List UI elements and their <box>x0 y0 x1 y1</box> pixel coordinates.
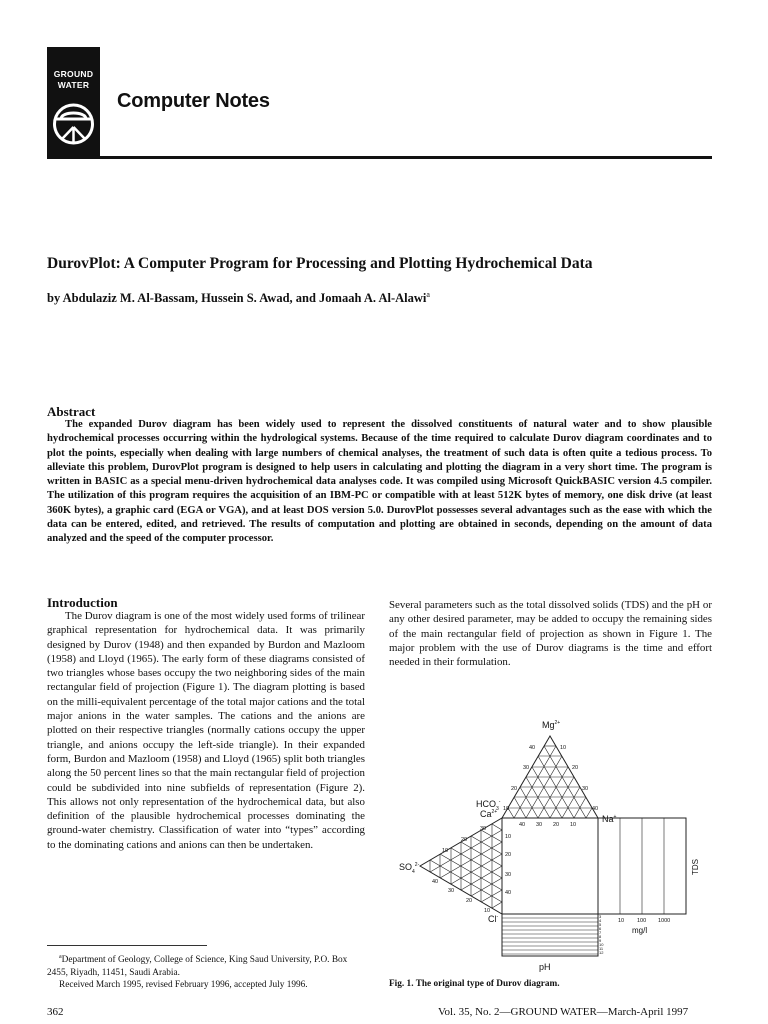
tick-anion-bottom-10: 10 <box>484 908 491 914</box>
footnote-rule <box>47 945 207 946</box>
header-rule <box>47 156 712 159</box>
introduction-heading: Introduction <box>47 595 118 610</box>
tick-side-30: 30 <box>505 872 512 878</box>
tick-ph-12: 12 <box>599 950 604 955</box>
author-note-mark: a <box>426 290 430 299</box>
footnote-received: Received March 1995, revised February 1996, accepted July 1996. <box>59 980 308 991</box>
ca-label: $Ca^{2+}$ <box>480 809 498 819</box>
figure-caption: Fig. 1. The original type of Durov diagram. <box>389 979 560 989</box>
tick-ph-7: 7 <box>599 930 602 935</box>
mg-label: $Mg^{2+}$ <box>542 720 561 730</box>
tick-mgl-1000: 1000 <box>658 918 671 924</box>
introduction-column-2: Several parameters such as the total dissolved solids (TDS) and the pH or any other desired parameter, may be added to occupy the remaining sides of the main rectangular field of projection as shown in Figure 1. The major problem with the use of Durov diagrams is the time and effort needed in their formulation. <box>389 599 712 669</box>
tick-ph-8: 8 <box>599 934 602 939</box>
footnote-mark: a <box>59 954 62 960</box>
tick-ph-6: 6 <box>599 926 602 931</box>
durov-diagram <box>380 700 710 975</box>
logo-text-water: WATER <box>57 80 90 90</box>
footnote <box>47 951 367 992</box>
tick-left-edge-40: 40 <box>529 745 536 751</box>
tick-ph-11: 11 <box>599 946 604 951</box>
abstract-text: The expanded Durov diagram has been widely used to represent the dissolved constituents of natural water and to show plausible hydrochemical processes occurring within the hydrological systems. Because of the time required to calculate Durov diagram coordinates and to plot the points, especially when dealing with large numbers of chemical analyses, the treatment of such data is often quite a tedious process. To alleviate this problem, DurovPlot program is designed to help users in calculating and plotting the diagram in a very short time. The program is written in BASIC as a special menu-driven hydrochemical data analyses code. It was compiled using Microsoft QuickBASIC version 4.5 compiler. The utilization of this program requires the acquisition of an IBM-PC or compatible with at least 512K bytes of memory, one disk drive (at least 360K bytes), a graphic card (EGA or VGA), and at least DOS version 5.0. DurovPlot possesses several advantages such as the ease with which the data can be entered, edited, and retrieved. The results of computation and plotting are obtained in seconds, depending on the amount of data analyzed and the speed of the computer processor. <box>47 419 712 545</box>
tick-base-10: 10 <box>570 822 577 828</box>
tick-anion-bottom-20: 20 <box>466 898 473 904</box>
page-number: 362 <box>47 1006 64 1018</box>
cl-label: Cl- <box>488 914 499 924</box>
tick-ph-9: 9 <box>599 938 602 943</box>
tick-left-edge-30: 30 <box>523 765 530 771</box>
ph-label: pH <box>539 962 551 972</box>
authors-text: by Abdulaziz M. Al-Bassam, Hussein S. Awad, and Jomaah A. Al-Alawi <box>47 291 427 306</box>
tick-right-edge-30: 30 <box>582 786 589 792</box>
journal-citation: Vol. 35, No. 2—GROUND WATER—March-April 1997 <box>438 1006 689 1018</box>
introduction-column-1: The Durov diagram is one of the most widely used forms of trilinear graphical representation for hydrochemical data. It was primarily designed by Durov (1948) and then expanded by Burdon and Mazloom (1958) and Lloyd (1965). The early form of these diagrams consisted of two triangles whose bases occupy the two neighboring sides of the main rectangular field of projection (Figure 1). The diagram plotting is based on the milli-equivalent percentage of the total major cations and the total major anions in the water samples. The cations and the anions are plotted on their respective triangles (normally cations occupy the upper triangle, and anions occupy the left-side triangle). In their expanded form, Burdon and Mazloom (1958) and Lloyd (1965) split both triangles along the 50 percent lines so that the main rectangular field of projection could be subdivided into nine subfields of representation (Figure 2). This allows not only representation of the hydrochemical data, but also definition of the plausible hydrochemical processes dominating the ground-water chemistry. Classification of water into “types” according to the dominating cations and anions can then be undertaken. <box>47 610 365 851</box>
tick-ph-10: 10 <box>599 942 604 947</box>
durov-diagram-figure <box>380 700 710 975</box>
section-title: Computer Notes <box>117 90 270 112</box>
logo-text-ground: GROUND <box>53 69 94 79</box>
tick-side-40: 40 <box>505 890 512 896</box>
mgl-label: mg/l <box>632 926 648 935</box>
tick-anion-bottom-30: 30 <box>448 888 455 894</box>
hco3-label: $HCO_3^-$ <box>476 799 501 812</box>
footnote-affiliation <box>47 951 367 979</box>
tick-anion-top-30: 30 <box>480 826 487 832</box>
abstract-heading: Abstract <box>47 404 96 419</box>
tick-base-20: 20 <box>553 822 560 828</box>
tick-ph-5: 5 <box>599 922 602 927</box>
tick-ph-4: 4 <box>599 918 602 923</box>
author-line <box>47 290 430 306</box>
tick-anion-top-10: 10 <box>442 848 449 854</box>
tick-right-edge-20: 20 <box>572 765 579 771</box>
tick-side-10: 10 <box>505 834 512 840</box>
paper-title: DurovPlot: A Computer Program for Processing and Plotting Hydrochemical Data <box>47 255 593 272</box>
tick-anion-top-20: 20 <box>461 837 468 843</box>
logo-emblem-icon <box>52 102 95 147</box>
tick-right-edge-40: 40 <box>592 806 599 812</box>
tick-left-edge-10: 10 <box>503 806 510 812</box>
so4-label: $SO_4^{2-}$ <box>399 862 420 875</box>
tds-label: TDS <box>691 859 700 875</box>
tick-left-edge-20: 20 <box>511 786 518 792</box>
tick-mgl-10: 10 <box>618 918 625 924</box>
tick-right-edge-10: 10 <box>560 745 567 751</box>
footnote-affiliation-text: Department of Geology, College of Science, King Saud University, P.O. Box 2455, Riyadh, 11451, Saudi Arabia. <box>47 955 348 978</box>
ground-water-logo <box>47 47 100 157</box>
tick-mgl-100: 100 <box>637 918 647 924</box>
tick-base-30: 30 <box>536 822 543 828</box>
tick-anion-bottom-40: 40 <box>432 879 439 885</box>
tick-ph-3: 3 <box>599 914 602 919</box>
tick-side-20: 20 <box>505 852 512 858</box>
tick-base-40: 40 <box>519 822 526 828</box>
na-label: Na+ <box>602 814 617 824</box>
